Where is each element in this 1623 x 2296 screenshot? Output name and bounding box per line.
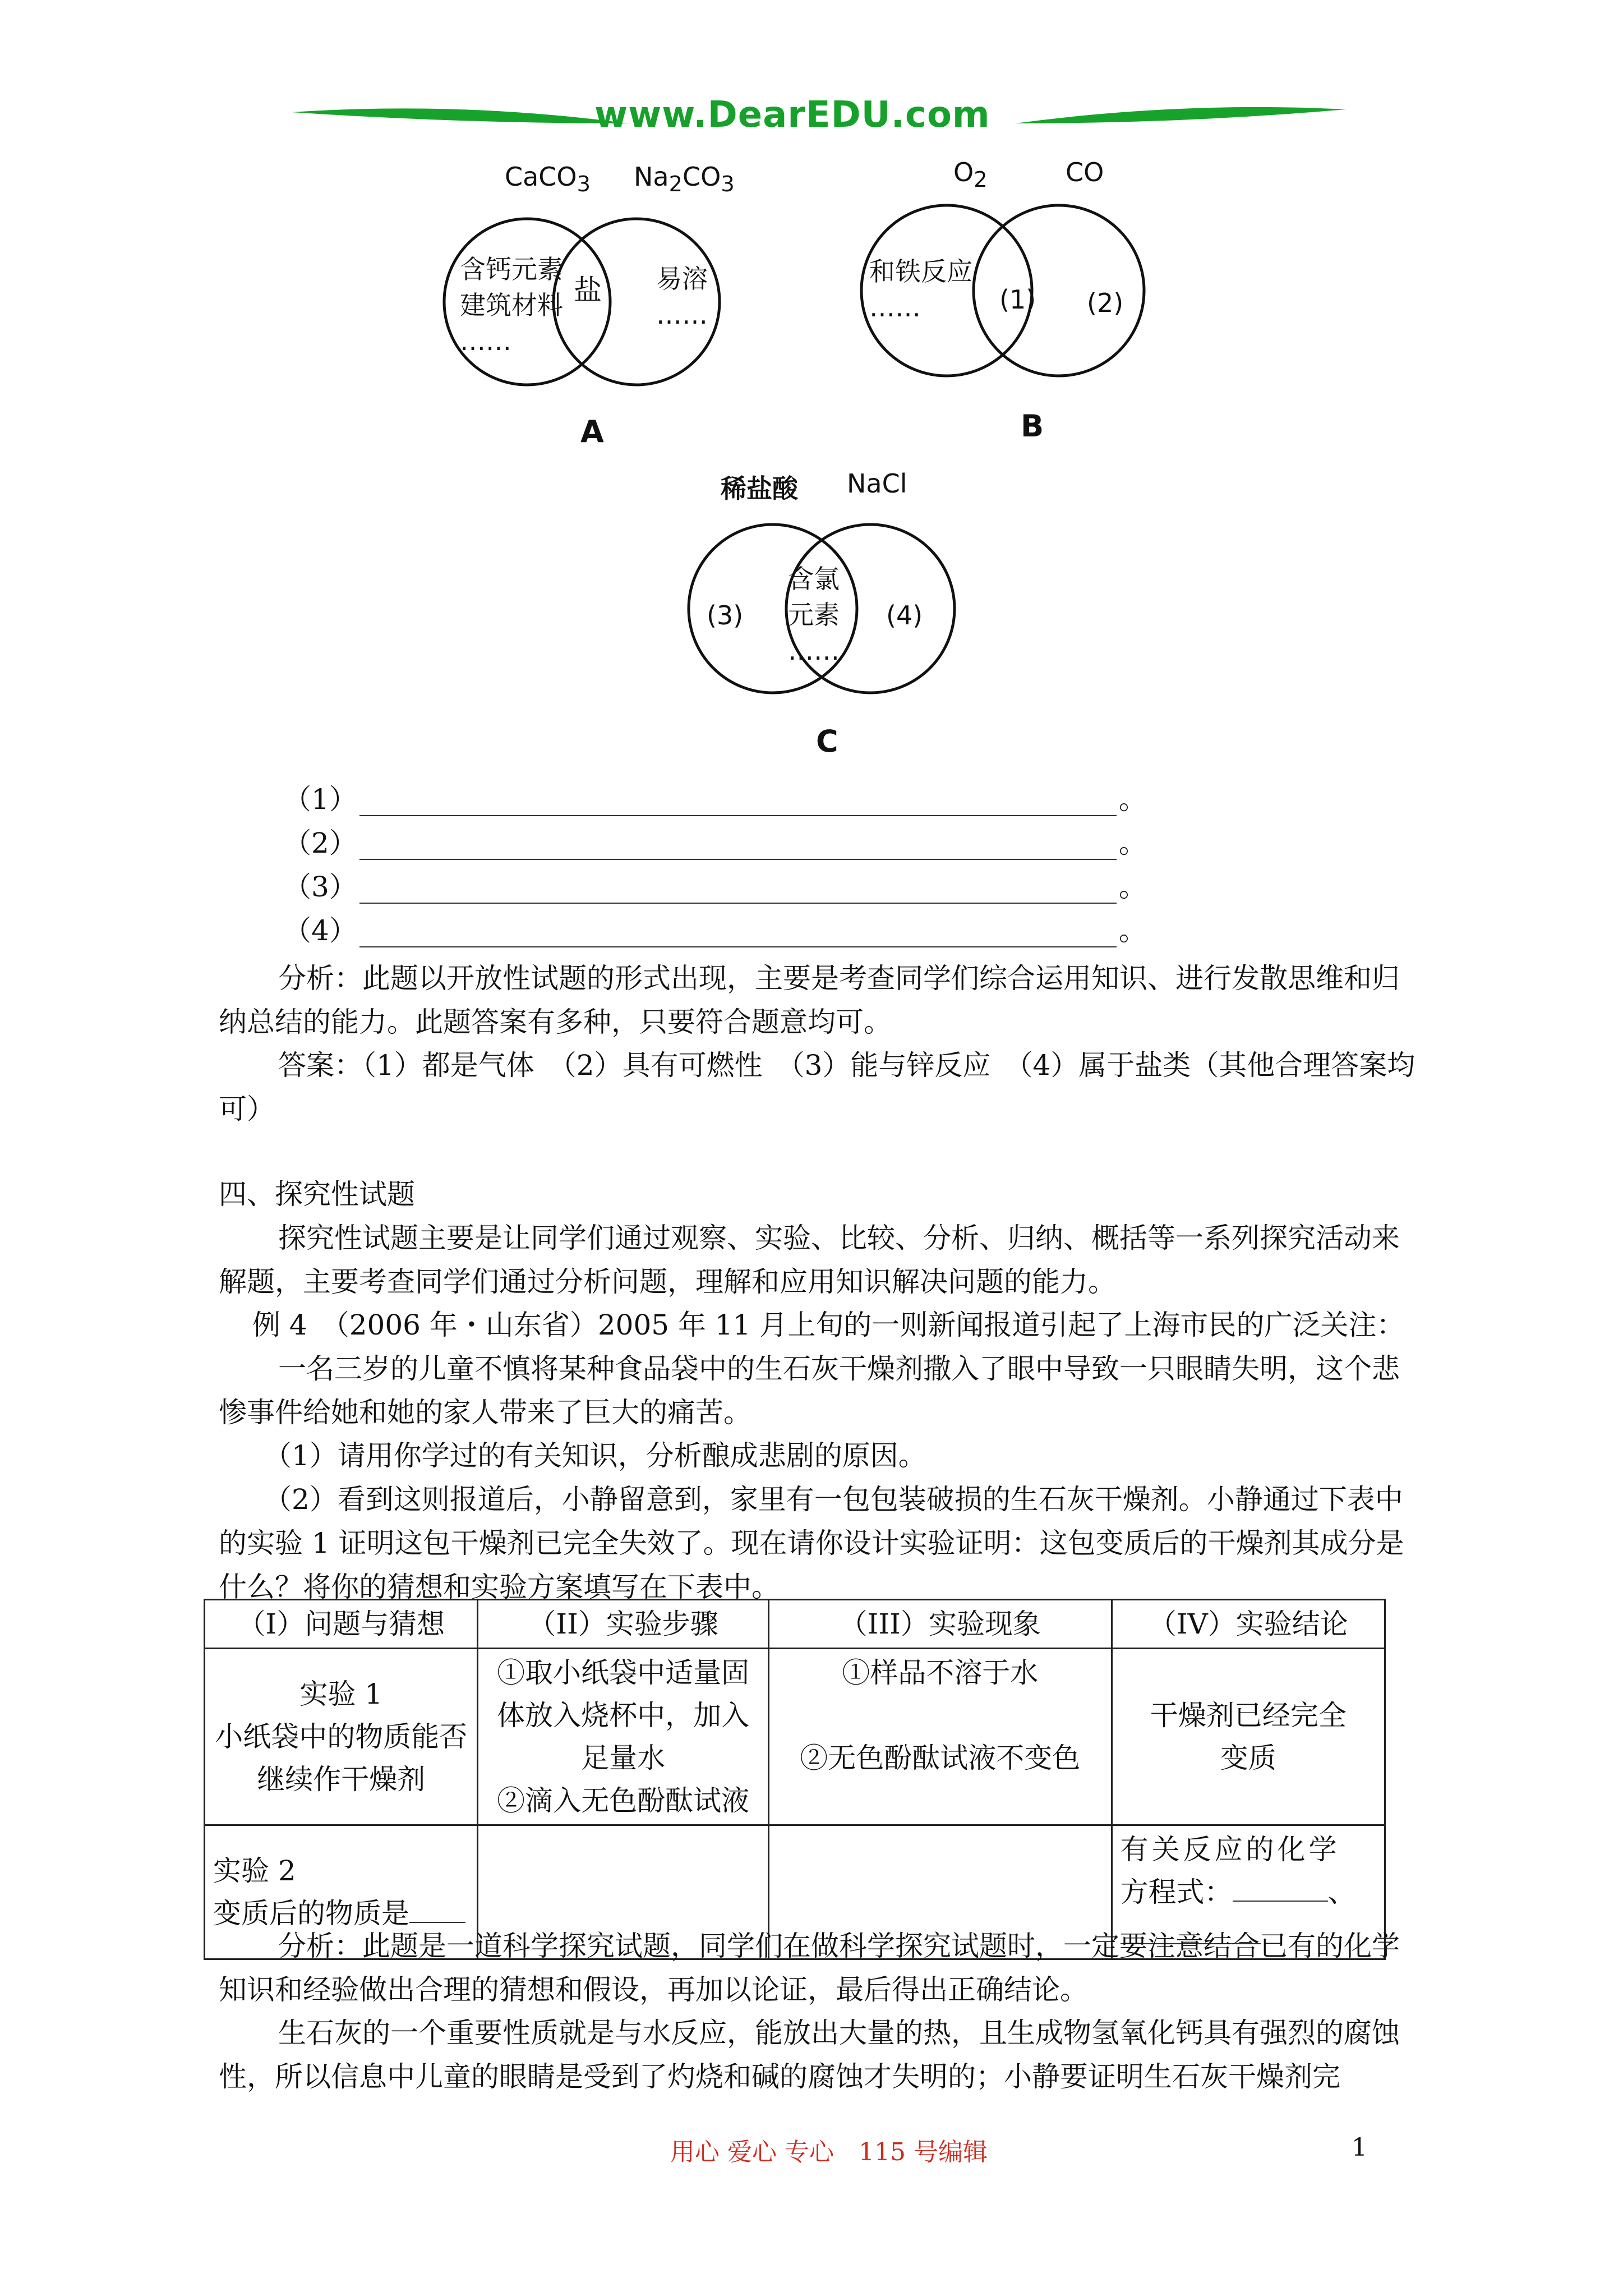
venn-diagram-c: [662, 460, 1009, 763]
venn-c-left-label: 稀盐酸: [721, 473, 798, 504]
venn-b-left-text: 和铁反应 ……: [869, 256, 972, 323]
footer-text: 用心 爱心 专心 115 号编辑: [670, 2138, 988, 2166]
table-row-experiment-1: [205, 1649, 1385, 1825]
venn-diagram-a: [437, 157, 785, 449]
venn-c-center-text: 含氯 元素 ……: [788, 564, 840, 666]
blank-row-2: （2） 。: [283, 827, 1147, 859]
venn-c-left-text: (3): [707, 600, 744, 631]
equation-blank-1[interactable]: [1233, 1876, 1328, 1902]
venn-b-right-text: (2): [1087, 288, 1124, 318]
table-header-cell: （IV）实验结论: [1112, 1600, 1385, 1649]
venn-a-left-text: 含钙元素 建筑材料 ……: [460, 254, 563, 356]
answer-blank-1[interactable]: [359, 790, 1117, 816]
section-4-intro: 探究性试题主要是让同学们通过观察、实验、比较、分析、归纳、概括等一系列探究活动来解题，主要考查同学们通过分析问题，理解和应用知识解决问题的能力。: [219, 1222, 1400, 1298]
question-2: （2）看到这则报道后，小静留意到，家里有一包包装破损的生石灰干燥剂。小静通过下表中的实验 1 证明这包干燥剂已完全失效了。现在请你设计实验证明：这包变质后的干燥剂其成分是什么？将你的猜想和实验方案填写在下表中。: [219, 1483, 1404, 1603]
venn-a-right-label: $Na_2CO_3$: [634, 162, 735, 197]
table-header-cell: （II）实验步骤: [478, 1600, 768, 1649]
exp2-guess-cell: 实验 2 变质后的物质是: [205, 1825, 478, 1959]
venn-c-right-text: (4): [886, 600, 923, 631]
exp1-conclusion-cell: 干燥剂已经完全 变质: [1112, 1649, 1385, 1825]
table-header-cell: （III）实验现象: [768, 1600, 1112, 1649]
answer-blank-2[interactable]: [359, 834, 1117, 860]
answer-blank-3[interactable]: [359, 878, 1117, 904]
example-4-heading: 例 4 （2006 年・山东省）2005 年 11 月上旬的一则新闻报道引起了上海市民的广泛关注：: [252, 1309, 1405, 1341]
exp2-conclusion-cell: 有关反应的化学 方程式： 、: [1112, 1825, 1385, 1959]
venn-c-letter: C: [816, 724, 838, 759]
header-swoosh-left: [292, 101, 639, 140]
blank-row-1: （1） 。: [283, 783, 1147, 816]
header-swoosh-right: [1004, 101, 1352, 140]
venn-a-left-label: CaCO$_3$: [505, 162, 591, 197]
analysis-paragraph-2: 分析：此题是一道科学探究试题，同学们在做科学探究试题时，一定要注意结合已有的化学知识和经验做出合理的猜想和假设，再加以论证，最后得出正确结论。: [219, 1930, 1400, 2006]
exp1-phenomena-cell: ①样品不溶于水 ②无色酚酞试液不变色: [768, 1649, 1112, 1825]
blank-row-3: （3） 。: [283, 871, 1147, 903]
analysis-paragraph-1: 分析：此题以开放性试题的形式出现，主要是考查同学们综合运用知识、进行发散思维和归纳总结的能力。此题答案有多种，只要符合题意均可。: [219, 962, 1400, 1038]
blank-row-4: （4） 。: [283, 914, 1147, 947]
exp1-steps-cell: ①取小纸袋中适量固 体放入烧杯中，加入 足量水 ②滴入无色酚酞试液: [478, 1649, 768, 1825]
question-1: （1）请用你学过的有关知识，分析酿成悲剧的原因。: [264, 1439, 926, 1472]
venn-b-letter: B: [1021, 408, 1044, 444]
answer-blank-4[interactable]: [359, 922, 1117, 947]
news-paragraph: 一名三岁的儿童不慎将某种食品袋中的生石灰干燥剂撒入了眼中导致一只眼睛失明，这个悲惨事件给她和她的家人带来了巨大的痛苦。: [219, 1352, 1400, 1429]
exp1-guess-cell: 实验 1 小纸袋中的物质能否 继续作干燥剂: [205, 1649, 478, 1825]
exp2-substance-blank[interactable]: [409, 1897, 465, 1923]
page-number: 1: [1352, 2133, 1367, 2162]
table-header-row: [205, 1600, 1385, 1649]
venn-diagram-b: [852, 157, 1200, 449]
section-title-4: 四、探究性试题: [219, 1178, 415, 1211]
venn-a-center-text: 盐: [574, 274, 602, 306]
experiment-table: [204, 1599, 1386, 1960]
table-header-cell: （I）问题与猜想: [205, 1600, 478, 1649]
venn-c-right-label: NaCl: [847, 468, 907, 499]
venn-b-right-label: CO: [1066, 157, 1104, 187]
venn-b-left-label: $O_2$: [953, 157, 988, 193]
venn-a-letter: A: [580, 414, 604, 449]
venn-a-right-text: 易溶 ……: [656, 264, 708, 330]
answer-paragraph-1: 答案：（1）都是气体 （2）具有可燃性 （3）能与锌反应 （4）属于盐类（其他合理答案均可）: [219, 1049, 1415, 1125]
venn-b-center-text: (1): [999, 284, 1036, 315]
header-logo: [292, 84, 1346, 151]
site-name[interactable]: www.DearEDU.com: [594, 94, 990, 136]
final-paragraph: 生石灰的一个重要性质就是与水反应，能放出大量的热，且生成物氢氧化钙具有强烈的腐蚀性，所以信息中儿童的眼睛是受到了灼烧和碱的腐蚀才失明的；小静要证明生石灰干燥剂完: [219, 2017, 1400, 2093]
